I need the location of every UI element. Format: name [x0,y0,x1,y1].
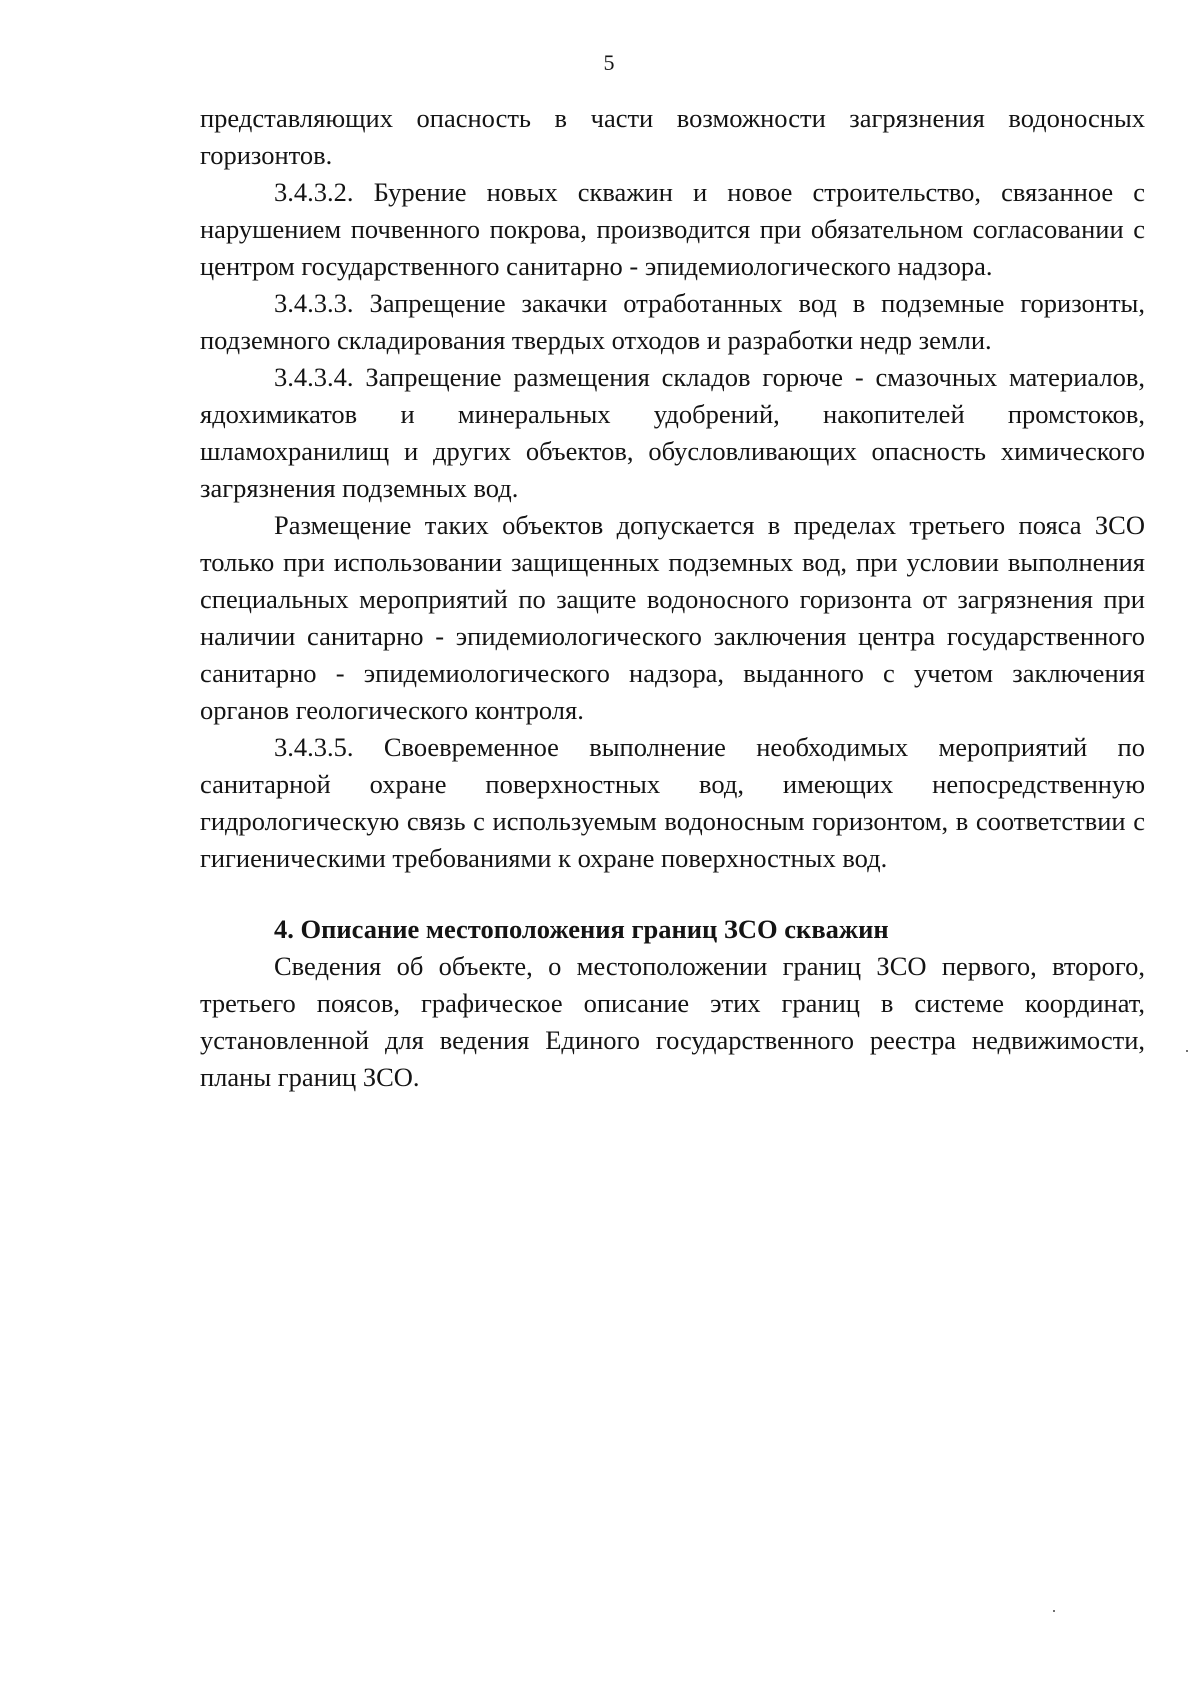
paragraph-3-4-3-3: 3.4.3.3. Запрещение закачки отработанных вод в подземные горизонты, подземного складирования твердых отходов и разработки недр земли. [200,288,1145,355]
section-heading: 4. Описание местоположения границ ЗСО скважин [274,914,889,944]
paragraph-3-4-3-2: 3.4.3.2. Бурение новых скважин и новое строительство, связанное с нарушением почвенного покрова, производится при обязательном согласовании с центром государственного санитарно - эпидемиологического надзора. [200,177,1145,281]
scan-speck [1053,1610,1055,1612]
document-body [200,100,1145,1096]
paragraph-3-4-3-4: 3.4.3.4. Запрещение размещения складов горюче - смазочных материалов, ядохимикатов и минеральных удобрений, накопителей промстоков, шламохранилищ и других объектов, обусловливающих опасность химического загрязнения подземных вод. [200,362,1145,503]
page-number: 5 [603,50,615,75]
scan-speck [1186,1050,1188,1052]
section-paragraph: Сведения об объекте, о местоположении границ ЗСО первого, второго, третьего поясов, графическое описание этих границ в системе координат, установленной для ведения Единого государственного реестра недвижимости, планы границ ЗСО. [200,951,1145,1092]
paragraph-3-4-3-5: 3.4.3.5. Своевременное выполнение необходимых мероприятий по санитарной охране поверхностных вод, имеющих непосредственную гидрологическую связь с используемым водоносным горизонтом, в соответствии с гигиеническими требованиями к охране поверхностных вод. [200,732,1145,873]
paragraph-placement: Размещение таких объектов допускается в пределах третьего пояса ЗСО только при использовании защищенных подземных вод, при условии выполнения специальных мероприятий по защите водоносного горизонта от загрязнения при наличии санитарно - эпидемиологического заключения центра государственного санитарно - эпидемиологического надзора, выданного с учетом заключения органов геологического контроля. [200,510,1145,725]
paragraph-continuation: представляющих опасность в части возможности загрязнения водоносных горизонтов. [200,103,1145,170]
